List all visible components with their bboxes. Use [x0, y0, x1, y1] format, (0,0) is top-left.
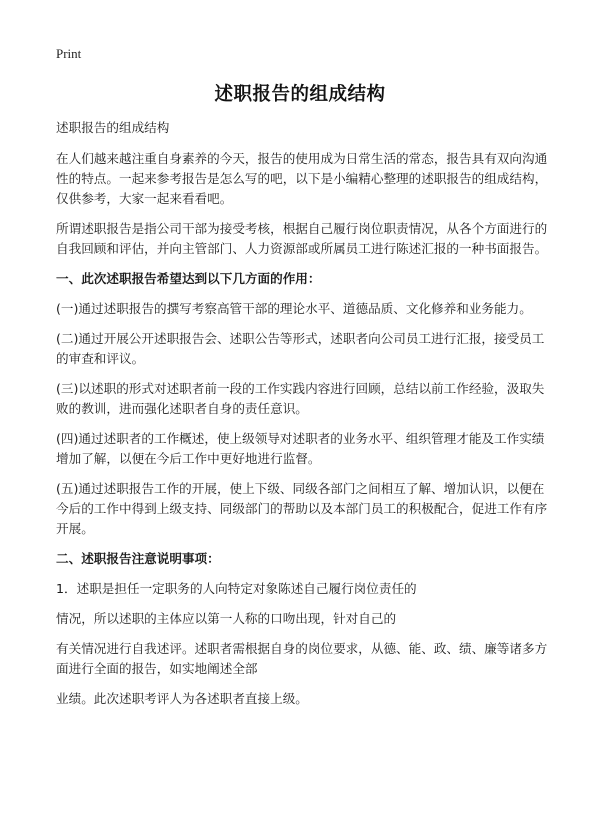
section-heading-purpose: 一、此次述职报告希望达到以下几方面的作用： [56, 271, 321, 286]
page-title: 述职报告的组成结构 [214, 84, 386, 105]
notes-line: 1．述职是担任一定职务的人向特定对象陈述自己履行岗位责任的 [56, 581, 417, 596]
list-item: (一)通过述职报告的撰写考察高管干部的理论水平、道德品质、文化修养和业务能力。 [56, 301, 532, 316]
document-body [56, 118, 552, 719]
intro-paragraph: 在人们越来越注重自身素养的今天，报告的使用成为日常生活的常态，报告具有双向沟通性的特点。一起来参考报告是怎么写的吧，以下是小编精心整理的述职报告的组成结构，仅供参考，大家一起来看看吧。 [56, 151, 548, 206]
list-item: (二)通过开展公开述职报告会、述职公告等形式，述职者向公司员工进行汇报，接受员工的审查和评议。 [56, 331, 545, 366]
document-subtitle: 述职报告的组成结构 [56, 120, 170, 135]
definition-paragraph: 所谓述职报告是指公司干部为接受考核，根据自己履行岗位职责情况，从各个方面进行的自我回顾和评估，并向主管部门、人力资源部或所属员工进行陈述汇报的一种书面报告。 [56, 221, 548, 256]
list-item: (四)通过述职者的工作概述，使上级领导对述职者的业务水平、组织管理才能及工作实绩增加了解，以便在今后工作中更好地进行监督。 [56, 431, 545, 466]
list-item: (五)通过述职报告工作的开展，使上下级、同级各部门之间相互了解、增加认识，以便在今后的工作中得到上级支持、同级部门的帮助以及本部门员工的积极配合，促进工作有序开展。 [56, 481, 548, 536]
print-link[interactable]: Print [56, 46, 82, 61]
notes-line: 有关情况进行自我述评。述职者需根据自身的岗位要求，从德、能、政、绩、廉等诸多方面进行全面的报告，如实地阐述全部 [56, 641, 548, 676]
list-item: (三)以述职的形式对述职者前一段的工作实践内容进行回顾，总结以前工作经验，汲取失败的教训，进而强化述职者自身的责任意识。 [56, 381, 545, 416]
section-heading-notes: 二、述职报告注意说明事项： [56, 551, 220, 566]
notes-line: 情况，所以述职的主体应以第一人称的口吻出现，针对自己的 [56, 611, 397, 626]
notes-line: 业绩。此次述职考评人为各述职者直接上级。 [56, 691, 308, 706]
